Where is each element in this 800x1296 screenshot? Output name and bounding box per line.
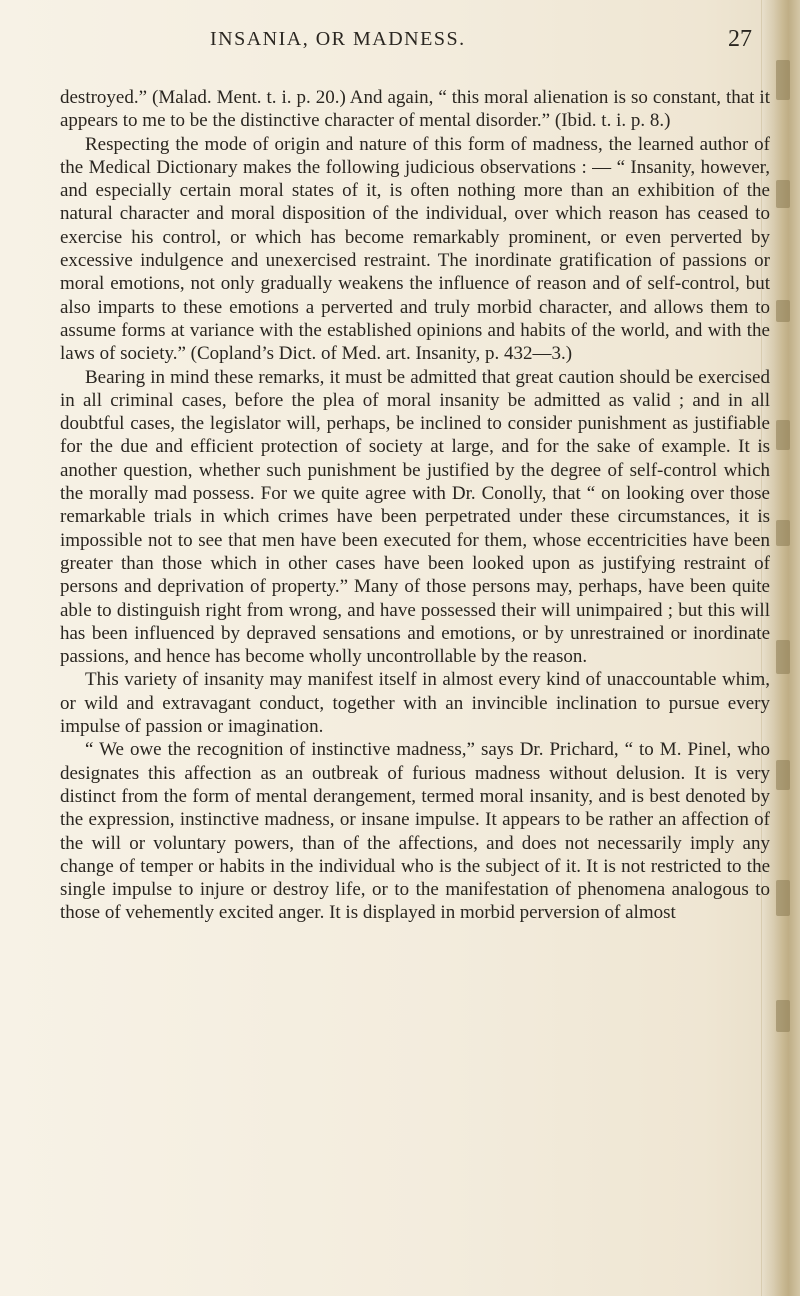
paragraph: This variety of insanity may manifest itself in almost every kind of unaccountable whim, or wild and extravagant conduct, together with an invincible inclination to pursue every impulse of passion or imagination. (60, 669, 770, 738)
gutter-stain (776, 60, 790, 100)
gutter-stain (776, 880, 790, 916)
gutter-stain (776, 180, 790, 208)
page-number: 27 (728, 26, 752, 52)
gutter-stain (776, 1000, 790, 1032)
gutter-stain (776, 420, 790, 450)
paragraph: Bearing in mind these remarks, it must be admitted that great caution should be exercised in all criminal cases, before the plea of moral insanity be admitted as valid ; and in all doubtful cases, the legislator will, perhaps, be inclined to consider punishment as justifiable for the due and efficient protection of society at large, and for the sake of example. It is another question, whether such punishment be justified by the degree of self-control which the morally mad possess. For we quite agree with Dr. Conolly, that “ on looking over those remarkable trials in which crimes have been perpetrated under these circumstances, it is impossible not to see that men have been executed for them, whose eccentricities have been greater than those which in other cases have been looked upon as justifying restraint of persons and deprivation of property.” Many of those persons may, perhaps, have been quite able to distinguish right from wrong, and have possessed their will unimpaired ; but this will has been influenced by depraved sensations and emotions, or by unrestrained or inordinate passions, and hence has become wholly uncontrollable by the reason. (60, 366, 770, 668)
gutter-stain (776, 760, 790, 790)
page-header (62, 18, 752, 58)
running-head: INSANIA, OR MADNESS. (210, 28, 466, 50)
body-text (60, 86, 770, 925)
paragraph: “ We owe the recognition of instinctive madness,” says Dr. Prichard, “ to M. Pinel, who designates this affection as an outbreak of furious madness without delusion. It is very distinct from the form of mental derangement, termed moral insanity, and is best denoted by the expression, instinctive madness, or insane impulse. It appears to be rather an affection of the will or voluntary powers, than of the affections, and does not necessarily imply any change of temper or habits in the individual who is the subject of it. It is not restricted to the single impulse to injure or destroy life, or to the manifestation of phenomena analogous to those of vehemently excited anger. It is displayed in morbid perversion of almost (60, 739, 770, 924)
gutter-stain (776, 520, 790, 546)
paragraph: Respecting the mode of origin and nature of this form of madness, the learned author of the Medical Dictionary makes the following judicious observations : — “ Insanity, however, and especially certain moral states of it, is often nothing more than an exhibition of the natural character and moral disposition of the individual, over which reason has ceased to exercise his control, or which has become remarkably prominent, or even perverted by excessive indulgence and unexercised restraint. The inordinate gratification of passions or moral emotions, not only gradually weakens the influence of reason and of self-control, but also imparts to these emotions a perverted and truly morbid character, and allows them to assume forms at variance with the established opinions and habits of the world, and with the laws of society.” (Copland’s Dict. of Med. art. Insanity, p. 432—3.) (60, 133, 770, 365)
paragraph: destroyed.” (Malad. Ment. t. i. p. 20.) And again, “ this moral alienation is so constant, that it appears to me to be the distinctive character of mental disorder.” (Ibid. t. i. p. 8.) (60, 87, 770, 132)
gutter-stain (776, 640, 790, 674)
gutter-stain (776, 300, 790, 322)
